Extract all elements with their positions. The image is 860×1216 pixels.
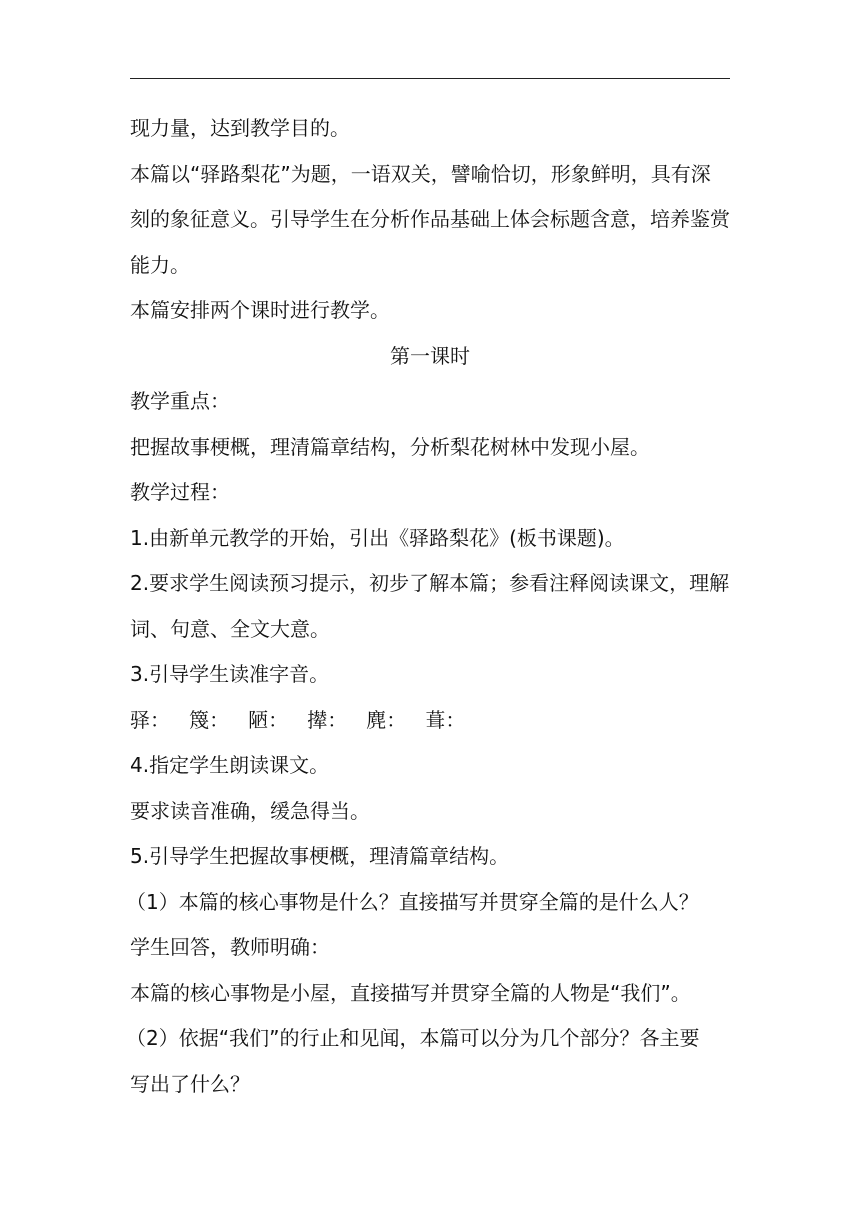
list-item: 4.指定学生朗读课文。 xyxy=(130,753,330,777)
paragraph-line: 本篇以“驿路梨花”为题，一语双关，譬喻恰切，形象鲜明，具有深 xyxy=(130,161,711,186)
paragraph-line: 刻的象征意义。引导学生在分析作品基础上体会标题含意，培养鉴赏 xyxy=(130,207,730,231)
document-body xyxy=(126,106,730,1107)
paragraph-line: 要求读音准确，缓急得当。 xyxy=(130,798,370,823)
paragraph-line: 词、句意、全文大意。 xyxy=(130,616,330,641)
section-heading: 第一课时 xyxy=(390,343,470,368)
question-line: （1）本篇的核心事物是什么？直接描写并贯穿全篇的是什么人？ xyxy=(126,889,699,914)
paragraph-line: 本篇安排两个课时进行教学。 xyxy=(130,298,390,322)
list-item: 2.要求学生阅读预习提示，初步了解本篇；参看注释阅读课文，理解 xyxy=(130,571,730,595)
paragraph-line: 本篇的核心事物是小屋，直接描写并贯穿全篇的人物是“我们”。 xyxy=(130,980,691,1005)
question-line: （2）依据“我们”的行止和见闻，本篇可以分为几个部分？各主要 xyxy=(126,1026,700,1050)
label-teaching-focus: 教学重点： xyxy=(130,389,230,413)
list-item: 5.引导学生把握故事梗概，理清篇章结构。 xyxy=(130,844,510,868)
label-teaching-process: 教学过程： xyxy=(130,480,230,504)
character-list: 驿： 篾： 陋： 撵： 麂： 葺： xyxy=(130,707,466,732)
list-item: 3.引导学生读准字音。 xyxy=(130,662,330,686)
paragraph-line: 把握故事梗概，理清篇章结构，分析梨花树林中发现小屋。 xyxy=(130,434,650,459)
paragraph-line: 能力。 xyxy=(130,252,190,277)
paragraph-line: 写出了什么？ xyxy=(130,1071,250,1096)
paragraph-line: 学生回答，教师明确： xyxy=(130,935,330,959)
list-item: 1.由新单元教学的开始，引出《驿路梨花》(板书课题)。 xyxy=(130,525,625,550)
paragraph-line: 现力量，达到教学目的。 xyxy=(130,116,350,140)
header-rule xyxy=(130,78,730,79)
